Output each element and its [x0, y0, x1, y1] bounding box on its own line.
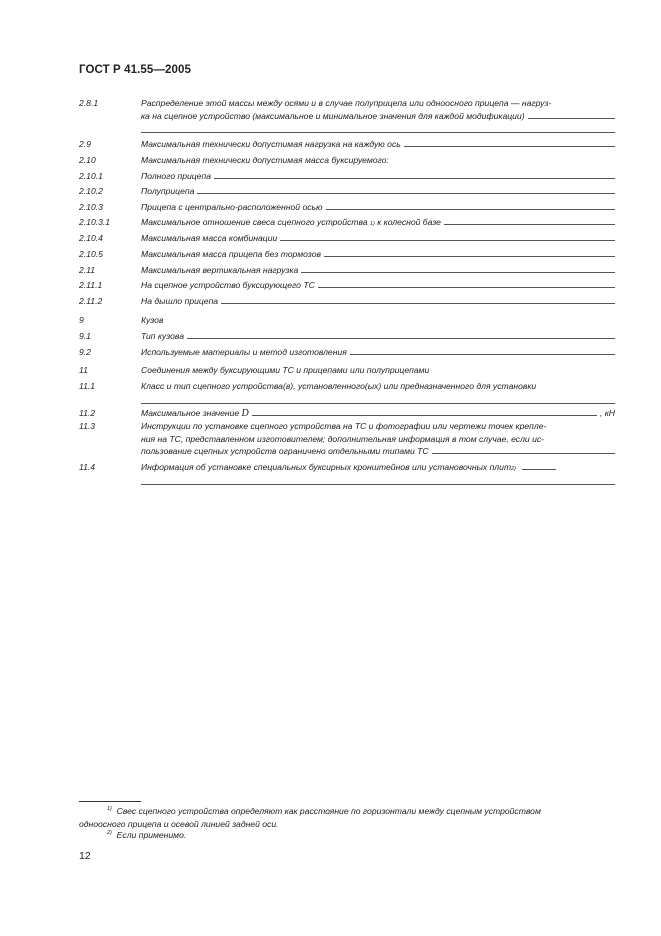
item-number: 2.10.3.1 [79, 217, 111, 227]
answer-blank[interactable] [432, 445, 615, 454]
symbol-d: D [241, 408, 249, 419]
item-text-line: Распределение этой массы между осями и в случае полуприцепа или одноосного прицепа — нагруз- [141, 98, 552, 108]
form-item-2-11-2 [79, 295, 615, 308]
item-text: Используемые материалы и метод изготовления [141, 347, 347, 357]
form-item-2-10-3 [79, 201, 615, 214]
item-text: Кузов [141, 315, 164, 325]
form-item-11-3 [79, 420, 615, 458]
answer-blank[interactable] [301, 264, 615, 273]
item-number: 2.10.1 [79, 171, 103, 181]
answer-blank[interactable] [197, 185, 615, 194]
item-text: Соединения между буксирующими ТС и прицепами или полуприцепами [141, 365, 430, 375]
footnote-2 [79, 829, 615, 842]
form-item-2-11-1 [79, 279, 615, 292]
form-item-9 [79, 314, 615, 327]
form-item-2-8-1 [79, 97, 615, 133]
footnote-text: Свес сцепного устройства определяют как расстояние по горизонтали между сцепным устройством [116, 806, 541, 816]
form-item-9-1 [79, 330, 615, 343]
answer-blank[interactable] [324, 248, 615, 257]
item-number: 2.10 [79, 155, 96, 165]
answer-blank[interactable] [326, 201, 615, 210]
item-text: Тип кузова [141, 331, 184, 341]
answer-blank[interactable] [528, 110, 615, 119]
answer-blank[interactable] [522, 461, 556, 470]
form-item-2-11 [79, 264, 615, 277]
answer-blank[interactable] [350, 346, 615, 355]
item-number: 9.1 [79, 331, 91, 341]
item-text: Максимальная технически допустимая нагрузка на каждую ось [141, 139, 401, 149]
item-text-line: ния на ТС, представленном изготовителем; дополнительная информация в том случае, если ис- [141, 433, 545, 444]
page-header-title: ГОСТ Р 41.55—2005 [79, 64, 191, 76]
form-item-11-1 [79, 380, 615, 404]
item-text: Информация об установке специальных буксирных кронштейнов или установочных плит [141, 462, 512, 472]
item-text: Максимальная масса комбинации [141, 233, 278, 243]
answer-blank[interactable] [141, 474, 615, 485]
answer-blank[interactable] [141, 393, 615, 404]
footnote-mark: 1) [107, 806, 112, 812]
item-number: 9.2 [79, 347, 91, 357]
item-number: 9 [79, 315, 84, 325]
answer-blank[interactable] [214, 170, 615, 179]
item-text: Класс и тип сцепного устройства(в), установленного(ых) или предназначенного для установки [141, 381, 537, 391]
item-text: На дышло прицепа [141, 296, 219, 306]
item-number: 2.11 [79, 265, 96, 275]
form-item-2-10-1 [79, 170, 615, 183]
form-item-2-10-5 [79, 248, 615, 261]
form-item-2-10 [79, 154, 615, 167]
item-number: 11 [79, 365, 88, 375]
item-number: 2.11.1 [79, 280, 103, 290]
item-number: 11.3 [79, 421, 96, 431]
item-text: Максимальная масса прицепа без тормозов [141, 249, 321, 259]
answer-blank[interactable] [444, 216, 615, 225]
item-number: 11.2 [79, 408, 96, 418]
answer-blank[interactable] [141, 122, 615, 133]
item-text-line: Инструкции по установке сцепного устройства на ТС и фотографии или чертежи точек крепле- [141, 421, 547, 431]
answer-blank[interactable] [187, 330, 615, 339]
form-item-11-4: 11.4 Информация об установке специальных буксирных кронштейнов или установочных плит 2) [79, 461, 615, 485]
unit-label: , кН [599, 408, 615, 418]
form-item-2-10-3-1: 2.10.3.1 Максимальное отношение свеса сцепного устройства 1) к колесной базе [79, 216, 615, 229]
footnote-text: Если применимо. [116, 830, 187, 840]
item-number: 2.8.1 [79, 98, 99, 108]
item-text: На сцепное устройство буксирующего ТС [141, 280, 315, 290]
item-text: Полуприцепа [141, 186, 195, 196]
form-item-2-10-4 [79, 232, 615, 245]
form-item-9-2 [79, 346, 615, 359]
item-text: Максимальное значение [141, 408, 240, 418]
form-item-11 [79, 364, 615, 377]
answer-blank[interactable] [280, 232, 615, 241]
item-text: Полного прицепа [141, 171, 211, 181]
item-text: Максимальная вертикальная нагрузка [141, 265, 299, 275]
item-number: 2.10.4 [79, 233, 103, 243]
footnote-1 [79, 805, 615, 830]
answer-blank[interactable] [221, 295, 615, 304]
item-number: 2.9 [79, 139, 91, 149]
footnote-separator [79, 801, 141, 802]
footnote-text: одноосного прицепа и осевой линией задней оси. [79, 818, 279, 829]
item-number: 11.1 [79, 381, 96, 391]
item-number: 2.10.3 [79, 202, 103, 212]
form-item-2-10-2 [79, 185, 615, 198]
answer-blank[interactable] [318, 279, 615, 288]
item-number: 2.10.2 [79, 186, 103, 196]
item-text: Максимальная технически допустимая масса буксируемого: [141, 155, 389, 165]
answer-blank[interactable] [404, 138, 615, 147]
form-item-11-2 [79, 407, 615, 421]
answer-blank[interactable] [252, 407, 597, 416]
item-number: 11.4 [79, 462, 96, 472]
item-number: 2.11.2 [79, 296, 103, 306]
item-number: 2.10.5 [79, 249, 103, 259]
item-text-line: пользование сцепных устройств ограничено отдельными типами ТС [141, 446, 429, 456]
item-text: Максимальное отношение свеса сцепного устройства [141, 217, 368, 227]
footnote-mark: 2) [107, 830, 112, 836]
item-text: Прицепа с центрально-расположенной осью [141, 202, 323, 212]
item-text: к колесной базе [377, 217, 441, 227]
item-text-line: ка на сцепное устройство (максимальное и минимальное значения для каждой модификации) [141, 110, 525, 121]
page-number: 12 [79, 850, 91, 862]
form-item-2-9 [79, 138, 615, 151]
